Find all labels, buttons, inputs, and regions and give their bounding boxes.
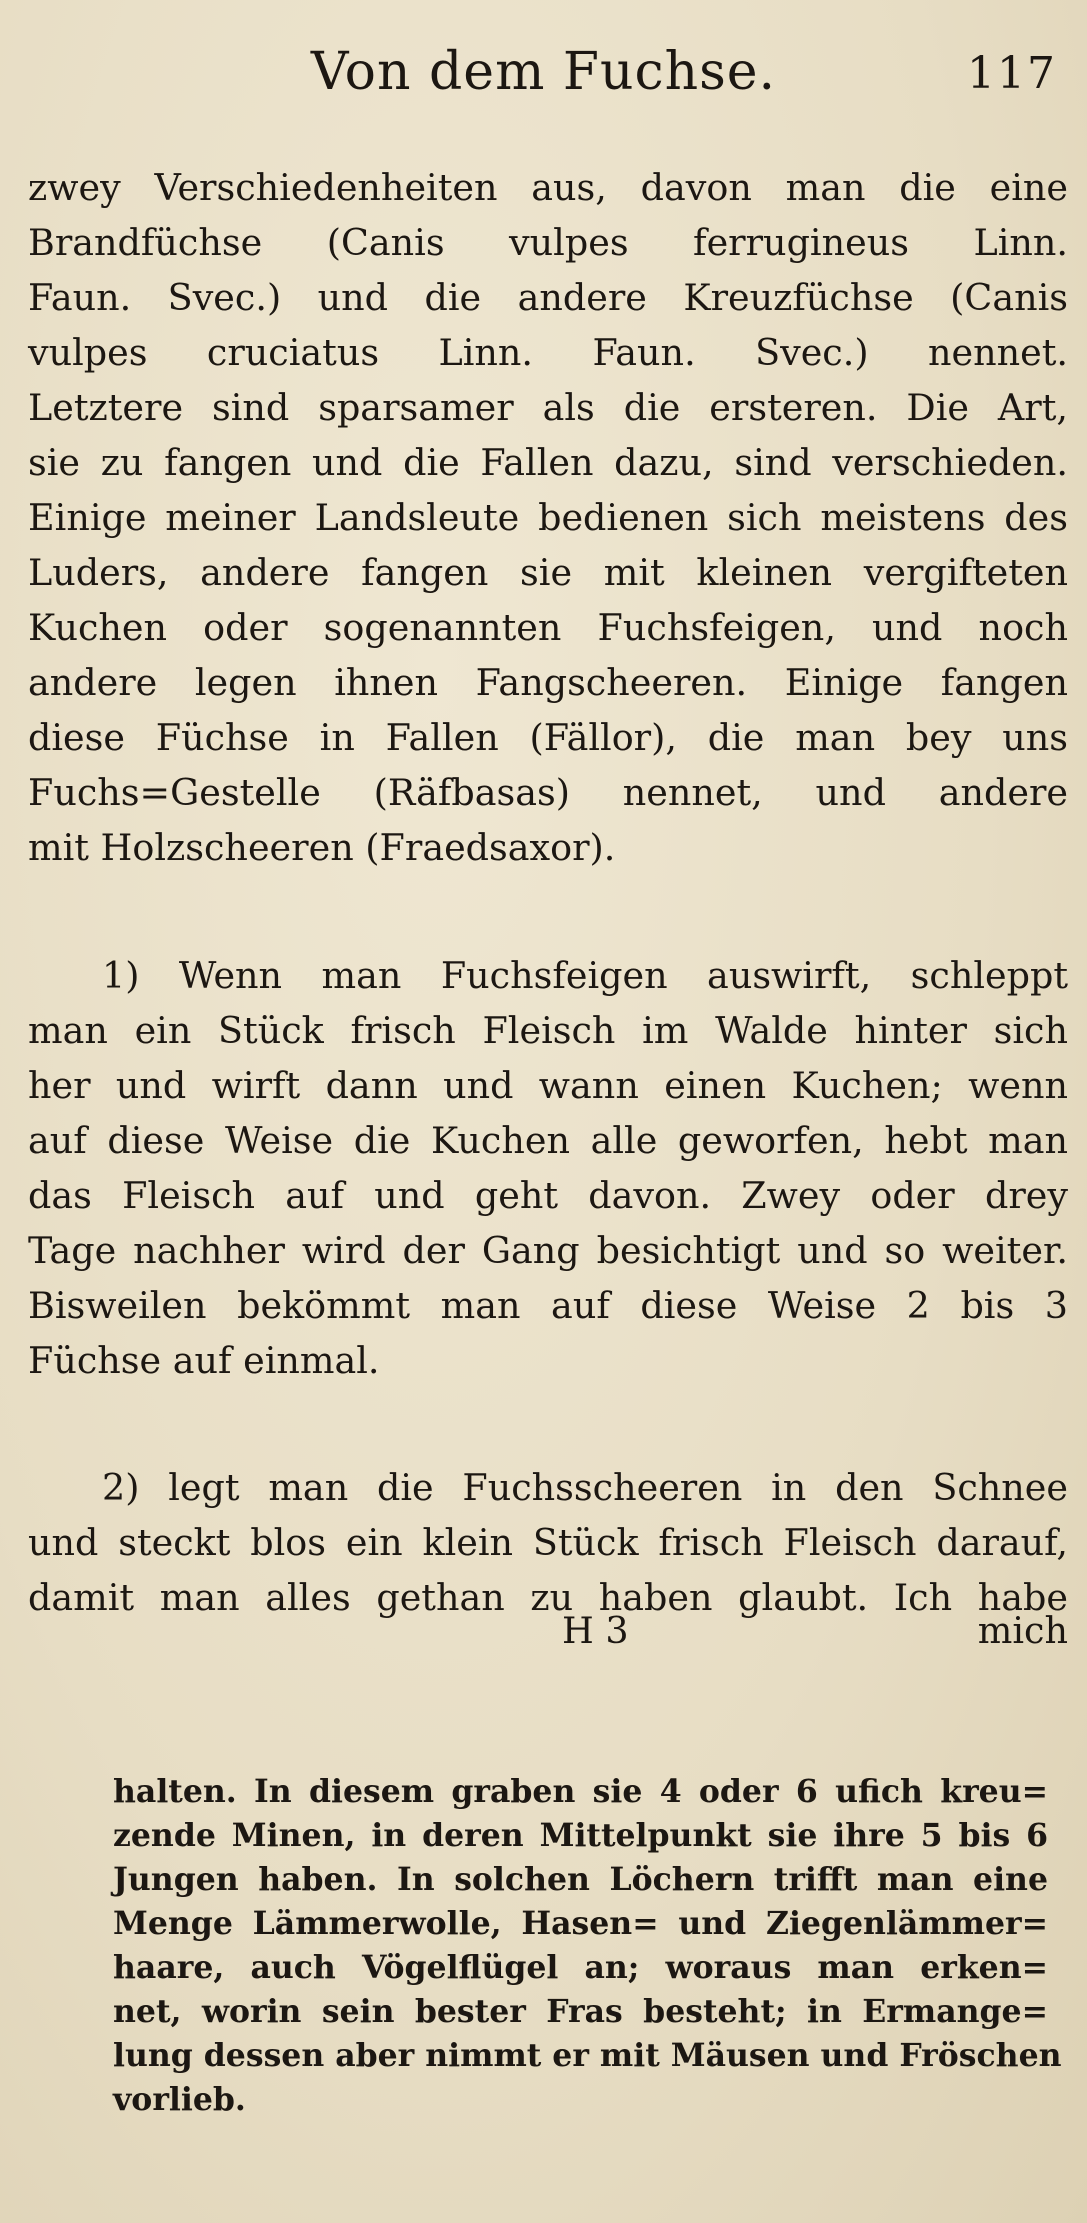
text-line: Luders, andere fangen sie mit kleinen vergifteten: [28, 551, 1068, 594]
text-line: man ein Stück frisch Fleisch im Walde hinter sich: [28, 1009, 1068, 1052]
text-line: vulpes cruciatus Linn. Faun. Svec.) nennet.: [28, 331, 1068, 374]
text-line: Füchse auf einmal.: [28, 1339, 380, 1382]
text-line: net, worin sein bester Fras besteht; in Ermange=: [113, 1993, 1048, 2030]
text-line: und steckt blos ein klein Stück frisch Fleisch darauf,: [28, 1521, 1068, 1564]
text-line: auf diese Weise die Kuchen alle geworfen, hebt man: [28, 1119, 1068, 1162]
text-line: Jungen haben. In solchen Löchern trifft man eine: [113, 1861, 1048, 1898]
paragraph-2: [28, 948, 1068, 1388]
text-line: haare, auch Vögelflügel an; woraus man erken=: [113, 1949, 1048, 1986]
text-line: Einige meiner Landsleute bedienen sich meistens des: [28, 496, 1068, 539]
signature-mark: H 3: [562, 1609, 629, 1652]
text-line: Tage nachher wird der Gang besichtigt und so weiter.: [28, 1229, 1068, 1272]
paragraph-1: [28, 160, 1068, 875]
text-line: damit man alles gethan zu haben glaubt. Ich habe: [28, 1576, 1068, 1619]
bleed-through-text: [113, 1770, 1062, 2122]
text-line: her und wirft dann und wann einen Kuchen; wenn: [28, 1064, 1068, 1107]
text-line: Brandfüchse (Canis vulpes ferrugineus Linn.: [28, 221, 1068, 264]
text-line: lung dessen aber nimmt er mit Mäusen und Fröschen: [113, 2037, 1062, 2074]
text-line: vorlieb.: [113, 2081, 246, 2118]
text-line: halten. In diesem graben sie 4 oder 6 ufich kreu=: [113, 1773, 1048, 1810]
text-line: Bisweilen bekömmt man auf diese Weise 2 bis 3: [28, 1284, 1068, 1327]
catchword: mich: [977, 1609, 1068, 1652]
text-line: Kuchen oder sogenannten Fuchsfeigen, und noch: [28, 606, 1068, 649]
text-line: Fuchs=Gestelle (Räfbasas) nennet, und andere: [28, 771, 1068, 814]
text-line: sie zu fangen und die Fallen dazu, sind verschieden.: [28, 441, 1068, 484]
running-title: Von dem Fuchse.: [310, 42, 777, 102]
page-footer: [28, 1603, 1068, 1658]
text-line: zwey Verschiedenheiten aus, davon man die eine: [28, 166, 1068, 209]
text-line: andere legen ihnen Fangscheeren. Einige fangen: [28, 661, 1068, 704]
text-line: diese Füchse in Fallen (Fällor), die man bey uns: [28, 716, 1068, 759]
page-number: 117: [967, 48, 1057, 99]
text-line: zende Minen, in deren Mittelpunkt sie ihre 5 bis 6: [113, 1817, 1048, 1854]
text-line: das Fleisch auf und geht davon. Zwey oder drey: [28, 1174, 1068, 1217]
running-head: [0, 42, 1087, 112]
text-line: Letztere sind sparsamer als die ersteren. Die Art,: [28, 386, 1068, 429]
text-line: 2) legt man die Fuchsscheeren in den Schnee: [102, 1466, 1068, 1509]
text-line: Faun. Svec.) und die andere Kreuzfüchse (Canis: [28, 276, 1068, 319]
text-line: 1) Wenn man Fuchsfeigen auswirft, schleppt: [102, 954, 1068, 997]
text-line: mit Holzscheeren (Fraedsaxor).: [28, 826, 616, 869]
text-line: Menge Lämmerwolle, Hasen= und Ziegenlämmer=: [113, 1905, 1048, 1942]
paragraph-3: [28, 1460, 1068, 1625]
